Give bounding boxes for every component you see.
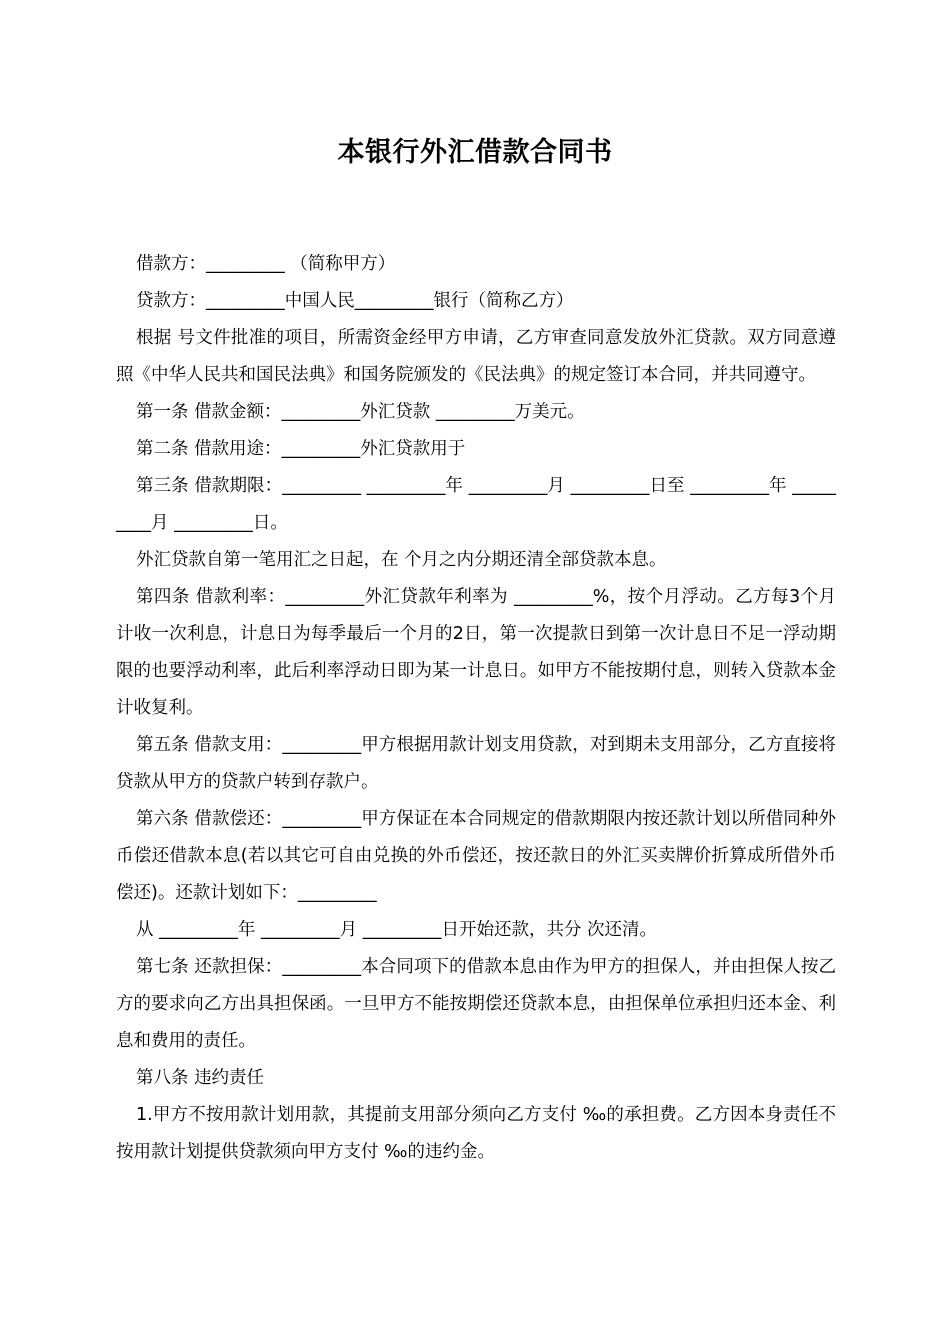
paragraph-article-2: 第二条 借款用途：_________外汇贷款用于 (136, 439, 466, 459)
paragraph-article-1: 第一条 借款金额：_________外汇贷款 _________万美元。 (136, 402, 585, 422)
paragraph-article-8: 第八条 违约责任 (136, 1068, 265, 1088)
paragraph-article-6: 第六条 借款偿还：_________甲方保证在本合同规定的借款期限内按还款计划以所借同种外币偿还借款本息(若以其它可自由兑换的外币偿还，按还款日的外汇买卖牌价折算成所借外币偿还)。还款计划如下：_________ (116, 809, 836, 903)
document-body (116, 246, 836, 1171)
paragraph-borrower: 借款方：_________ （简称甲方） (136, 254, 396, 274)
paragraph-article-3-note: 外汇贷款自第一笔用汇之日起，在 个月之内分期还清全部贷款本息。 (136, 550, 667, 570)
paragraph-article-7: 第七条 还款担保：_________本合同项下的借款本息由作为甲方的担保人，并由担保人按乙方的要求向乙方出具担保函。一旦甲方不能按期偿还贷款本息，由担保单位承担归还本金、利息和费用的责任。 (116, 957, 836, 1051)
paragraph-article-4: 第四条 借款利率：_________外汇贷款年利率为 _________%，按个月浮动。乙方每3个月计收一次利息，计息日为每季最后一个月的2日，第一次提款日到第一次计息日不足一浮动期限的也要浮动利率，此后利率浮动日即为某一计息日。如甲方不能按期付息，则转入贷款本金计收复利。 (116, 587, 836, 718)
paragraph-repayment-schedule: 从 _________年 _________月 _________日开始还款，共分 次还清。 (136, 920, 657, 940)
document-title: 本银行外汇借款合同书 (337, 137, 613, 168)
paragraph-article-8-item-1: 1.甲方不按用款计划用款，其提前支用部分须向乙方支付 ‰的承担费。乙方因本身责任不按用款计划提供贷款须向甲方支付 ‰的违约金。 (116, 1105, 836, 1162)
paragraph-article-5: 第五条 借款支用：_________甲方根据用款计划支用贷款，对到期未支用部分，乙方直接将贷款从甲方的贷款户转到存款户。 (116, 735, 836, 792)
paragraph-lender: 贷款方：_________中国人民_________银行（简称乙方） (136, 291, 574, 311)
paragraph-article-3: 第三条 借款期限：_________ _________年 _________月 _________日至 _________年 _________月 _________日。 (116, 476, 836, 533)
paragraph-preamble: 根据 号文件批准的项目，所需资金经甲方申请，乙方审查同意发放外汇贷款。双方同意遵照《中华人民共和国民法典》和国务院颁发的《民法典》的规定签订本合同，并共同遵守。 (116, 328, 836, 385)
